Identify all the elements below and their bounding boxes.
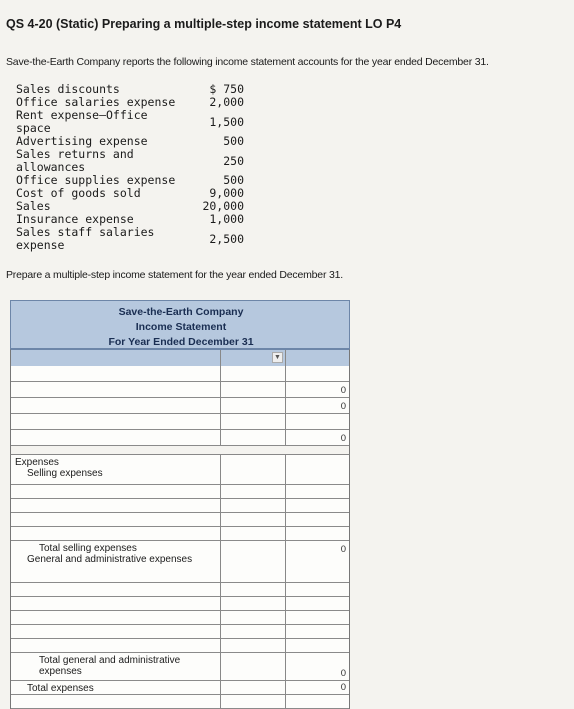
total-selling-value: 0 [340,544,346,555]
account-row: Sales 20,000 [16,199,244,213]
amount-input[interactable] [221,366,286,382]
statement-period: For Year Ended December 31 [108,336,254,348]
account-select[interactable] [11,611,221,625]
table-row [10,485,350,499]
table-row [10,541,350,583]
account-row: Cost of goods sold 9,000 [16,186,244,200]
table-row [10,583,350,597]
table-row [10,653,350,681]
account-select[interactable] [11,398,221,414]
table-row [10,455,350,485]
statement-header [10,300,350,349]
amount-input[interactable] [221,499,286,513]
amount-input[interactable] [221,414,286,430]
table-row [10,695,350,709]
total-expenses-label: Total expenses [27,683,94,694]
gen-admin-label: General and administrative expenses [27,554,193,565]
amount-input[interactable] [221,398,286,414]
total-value: 0 [340,401,346,412]
amount-input[interactable] [286,382,349,398]
account-row: Office supplies expense 500 [16,173,244,187]
intro-text: Save-the-Earth Company reports the following income statement accounts for the year ended December 31. [6,56,489,68]
section-gap [10,446,350,455]
table-row [10,597,350,611]
table-row [10,639,350,653]
table-row [10,681,350,695]
amount-input[interactable] [286,430,349,446]
table-row [10,499,350,513]
total-selling-label: Total selling expenses [39,543,137,554]
amount-input[interactable] [221,583,286,597]
account-row: Sales discounts $ 750 [16,82,244,96]
account-select[interactable] [11,414,221,430]
account-row: Rent expense—Office space 1,500 [16,108,244,135]
account-select[interactable] [11,513,221,527]
amount-input[interactable] [221,611,286,625]
company-name: Save-the-Earth Company [118,306,244,318]
total-value: 0 [340,433,346,444]
total-gen-admin-value: 0 [340,668,346,679]
table-row [10,527,350,541]
account-row: Sales returns and allowances 250 [16,147,244,174]
amount-input[interactable] [221,382,286,398]
amount-input[interactable] [221,527,286,541]
account-row: Sales staff salaries expense 2,500 [16,225,244,252]
statement-name: Income Statement [135,321,227,333]
chevron-down-icon[interactable]: ▼ [272,352,283,363]
account-select[interactable] [11,382,221,398]
amount-input[interactable] [221,625,286,639]
table-row [10,513,350,527]
account-select[interactable] [11,625,221,639]
table-row [10,611,350,625]
amount-input[interactable] [221,513,286,527]
amount-input[interactable] [221,597,286,611]
amount-input[interactable] [286,398,349,414]
amount-input[interactable] [286,695,349,709]
total-expenses-value: 0 [340,682,346,693]
amount-input[interactable] [221,695,286,709]
account-select[interactable] [11,499,221,513]
total-value: 0 [340,385,346,396]
prompt-text: Prepare a multiple-step income statement for the year ended December 31. [6,269,343,281]
table-row [10,414,350,430]
amount-input[interactable] [221,430,286,446]
account-select[interactable] [11,485,221,499]
amount-input[interactable] [221,639,286,653]
amount-input[interactable] [286,366,349,382]
account-select[interactable] [11,639,221,653]
account-select[interactable] [11,527,221,541]
amount-input[interactable] [286,414,349,430]
account-row: Office salaries expense 2,000 [16,95,244,109]
account-select[interactable] [11,695,221,709]
table-row [10,398,350,414]
table-row [10,382,350,398]
table-row [10,625,350,639]
account-select[interactable] [11,583,221,597]
total-gen-admin-label: Total general and administrative expenses [39,655,181,677]
account-select[interactable] [11,366,221,382]
amount-input[interactable] [221,485,286,499]
page-title: QS 4-20 (Static) Preparing a multiple-step income statement LO P4 [6,17,402,31]
header-strip [10,349,350,366]
table-row [10,430,350,446]
account-select[interactable] [11,597,221,611]
income-statement-worksheet [10,300,350,709]
account-select[interactable] [11,430,221,446]
accounts-list [16,83,244,252]
account-row: Advertising expense 500 [16,134,244,148]
expenses-label: Expenses Selling expenses [11,455,221,485]
table-row [10,366,350,382]
account-row: Insurance expense 1,000 [16,212,244,226]
